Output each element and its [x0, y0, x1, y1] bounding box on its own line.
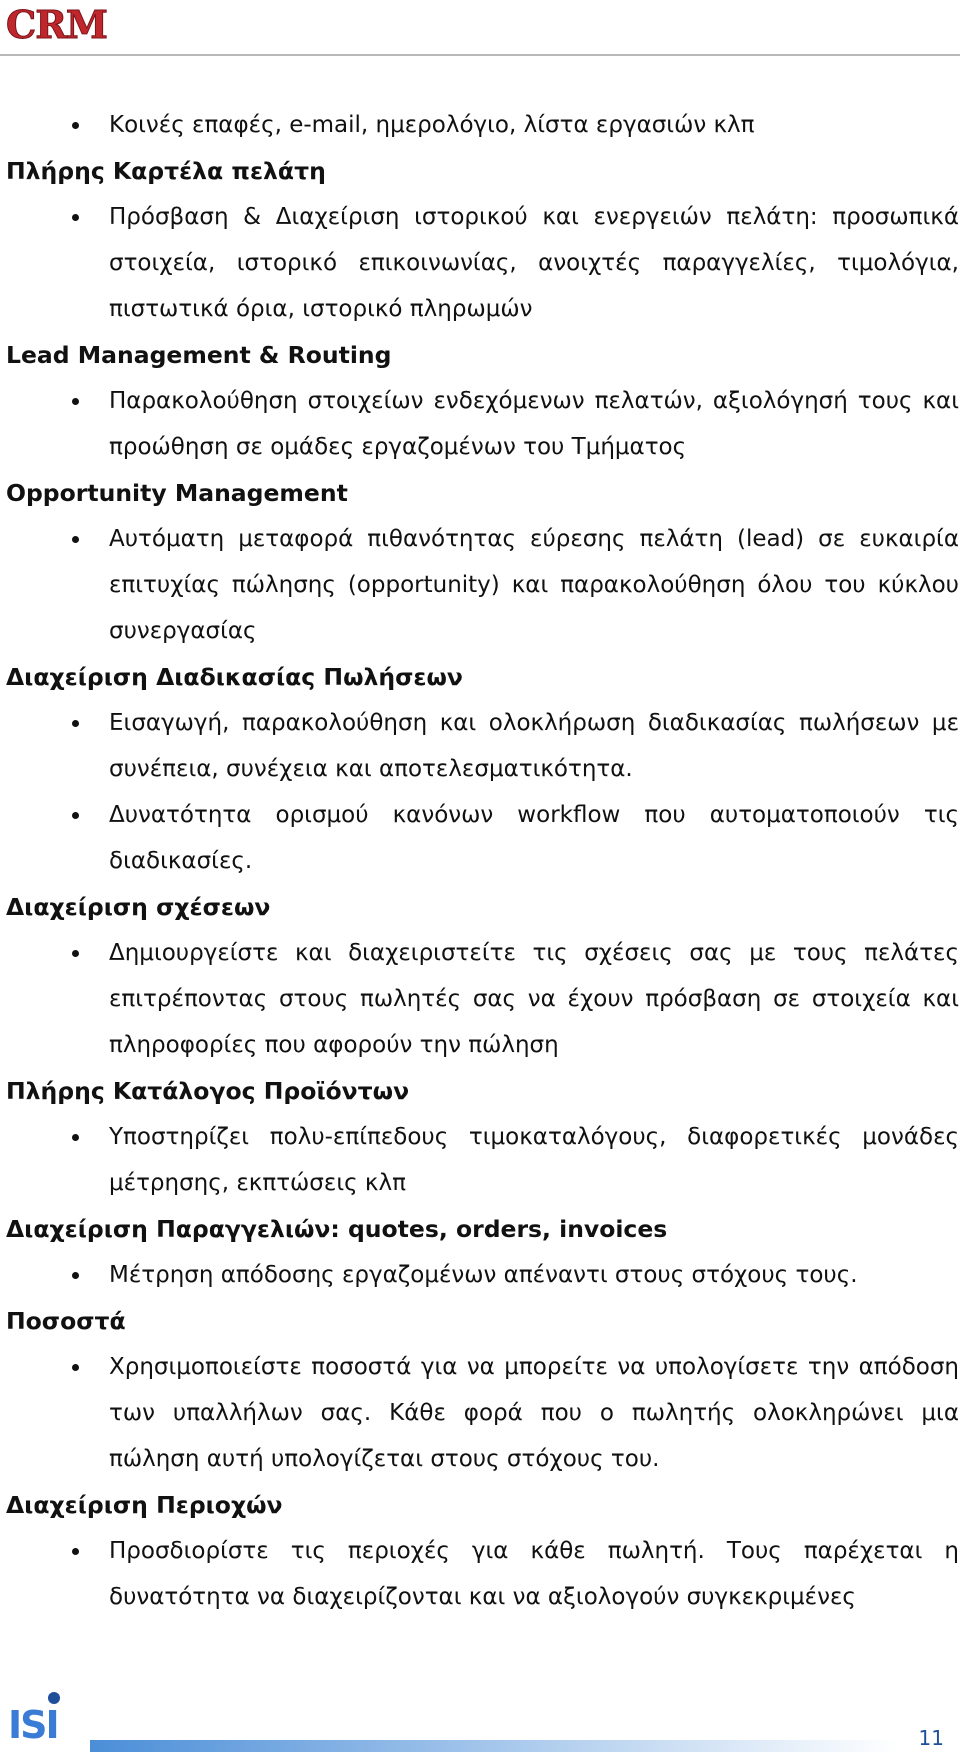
page-number: 11 — [918, 1726, 944, 1750]
list-item — [6, 1114, 959, 1206]
list-item — [6, 792, 959, 884]
list-item — [6, 194, 959, 332]
bullet-icon — [72, 398, 79, 405]
list-item-text: Εισαγωγή, παρακολούθηση και ολοκλήρωση διαδικασίας πωλήσεων με συνέπεια, συνέχεια και αποτελεσματικότητα. — [109, 710, 959, 782]
list-item — [6, 1528, 959, 1620]
list-item-text: Αυτόματη μεταφορά πιθανότητας εύρεσης πελάτη (lead) σε ευκαιρία επιτυχίας πώλησης (opportunity) και παρακολούθηση όλου του κύκλου συνεργασίας — [109, 526, 959, 644]
list-item — [6, 1344, 959, 1482]
bullet-icon — [72, 536, 79, 543]
section-heading: Πλήρης Καρτέλα πελάτη — [6, 157, 326, 185]
list-item — [6, 516, 959, 654]
list-item-text: Κοινές επαφές, e-mail, ημερολόγιο, λίστα εργασιών κλπ — [109, 112, 755, 138]
section-heading: Διαχείριση Διαδικασίας Πωλήσεων — [6, 663, 463, 691]
bullet-icon — [72, 1548, 79, 1555]
section-heading: Lead Management & Routing — [6, 341, 392, 369]
list-item-text: Δυνατότητα ορισμού κανόνων workflow που αυτοματοποιούν τις διαδικασίες. — [109, 802, 959, 874]
section-heading: Πλήρης Κατάλογος Προϊόντων — [6, 1077, 410, 1105]
crm-logo-text: CRM — [6, 2, 107, 47]
bullet-icon — [72, 812, 79, 819]
list-item-text: Μέτρηση απόδοσης εργαζομένων απέναντι στους στόχους τους. — [109, 1262, 858, 1288]
footer-band — [90, 1740, 900, 1752]
list-item — [6, 102, 956, 148]
section-heading: Διαχείριση Περιοχών — [6, 1491, 283, 1519]
list-item-text: Προσδιορίστε τις περιοχές για κάθε πωλητή. Τους παρέχεται η δυνατότητα να διαχειρίζονται και να αξιολογούν συγκεκριμένες — [109, 1538, 959, 1610]
list-item — [6, 378, 959, 470]
list-item-text: Παρακολούθηση στοιχείων ενδεχόμενων πελατών, αξιολόγησή τους και προώθηση σε ομάδες εργαζομένων του Τμήματος — [109, 388, 959, 460]
bullet-icon — [72, 214, 79, 221]
bullet-icon — [72, 1272, 79, 1279]
section-heading: Opportunity Management — [6, 479, 348, 507]
list-item — [6, 930, 959, 1068]
list-item-text: Υποστηρίζει πολυ-επίπεδους τιμοκαταλόγους, διαφορετικές μονάδες μέτρησης, εκπτώσεις κλπ — [109, 1124, 959, 1196]
isi-logo-text: ISI — [8, 1703, 58, 1747]
section-heading: Ποσοστά — [6, 1307, 126, 1335]
list-item — [6, 1252, 956, 1298]
list-item — [6, 700, 959, 792]
section-heading: Διαχείριση σχέσεων — [6, 893, 271, 921]
section-heading: Διαχείριση Παραγγελιών: quotes, orders, invoices — [6, 1215, 668, 1243]
crm-logo — [6, 2, 107, 50]
bullet-icon — [72, 1364, 79, 1371]
bullet-icon — [72, 122, 79, 129]
document-body — [6, 102, 959, 1620]
header-divider — [0, 54, 960, 56]
bullet-icon — [72, 1134, 79, 1141]
bullet-icon — [72, 720, 79, 727]
list-item-text: Χρησιμοποιείστε ποσοστά για να μπορείτε να υπολογίσετε την απόδοση των υπαλλήλων σας. Κάθε φορά που ο πωλητής ολοκληρώνει μια πώληση αυτή υπολογίζεται στους στόχους του. — [109, 1354, 959, 1472]
bullet-icon — [72, 950, 79, 957]
isi-logo — [6, 1688, 66, 1748]
list-item-text: Δημιουργείστε και διαχειριστείτε τις σχέσεις σας με τους πελάτες επιτρέποντας στους πωλητές σας να έχουν πρόσβαση σε στοιχεία και πληροφορίες που αφορούν την πώληση — [109, 940, 959, 1058]
list-item-text: Πρόσβαση & Διαχείριση ιστορικού και ενεργειών πελάτη: προσωπικά στοιχεία, ιστορικό επικοινωνίας, ανοιχτές παραγγελίες, τιμολόγια, πιστωτικά όρια, ιστορικό πληρωμών — [109, 204, 959, 322]
